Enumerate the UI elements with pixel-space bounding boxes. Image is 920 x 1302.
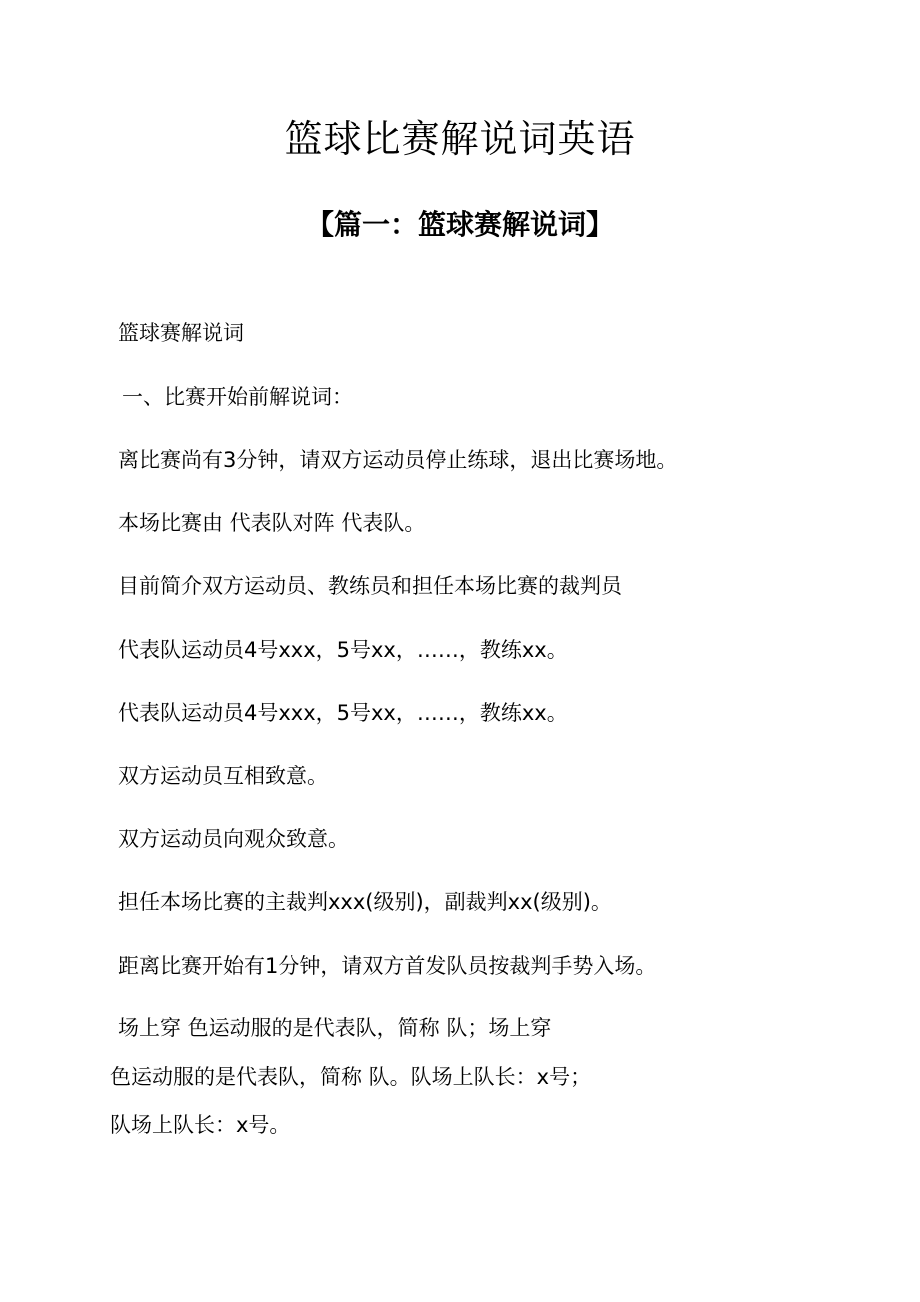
paragraph-line: 代表队运动员4号xxx，5号xx，……，教练xx。 bbox=[118, 701, 568, 725]
paragraph-line: 色运动服的是代表队，简称 队。队场上队长：x号； bbox=[110, 1065, 592, 1089]
document-title: 篮球比赛解说词英语 bbox=[284, 117, 636, 161]
paragraph-line: 目前简介双方运动员、教练员和担任本场比赛的裁判员 bbox=[118, 574, 622, 598]
paragraph-line: 距离比赛开始有1分钟，请双方首发队员按裁判手势入场。 bbox=[118, 954, 657, 978]
document-subtitle: 【篇一：篮球赛解说词】 bbox=[305, 208, 614, 241]
section-heading: 篮球赛解说词 bbox=[118, 321, 244, 345]
paragraph-line: 离比赛尚有3分钟，请双方运动员停止练球，退出比赛场地。 bbox=[118, 448, 678, 472]
paragraph-line: 场上穿 色运动服的是代表队，简称 队；场上穿 bbox=[118, 1016, 552, 1040]
paragraph-line: 双方运动员向观众致意。 bbox=[118, 827, 349, 851]
paragraph-line: 队场上队长：x号。 bbox=[110, 1113, 291, 1137]
paragraph-line: 双方运动员互相致意。 bbox=[118, 764, 328, 788]
paragraph-line: 代表队运动员4号xxx，5号xx，……，教练xx。 bbox=[118, 638, 568, 662]
paragraph-line: 担任本场比赛的主裁判xxx(级别)，副裁判xx(级别)。 bbox=[118, 890, 612, 914]
subsection-heading: 一、比赛开始前解说词： bbox=[122, 385, 353, 409]
paragraph-line: 本场比赛由 代表队对阵 代表队。 bbox=[118, 511, 426, 535]
